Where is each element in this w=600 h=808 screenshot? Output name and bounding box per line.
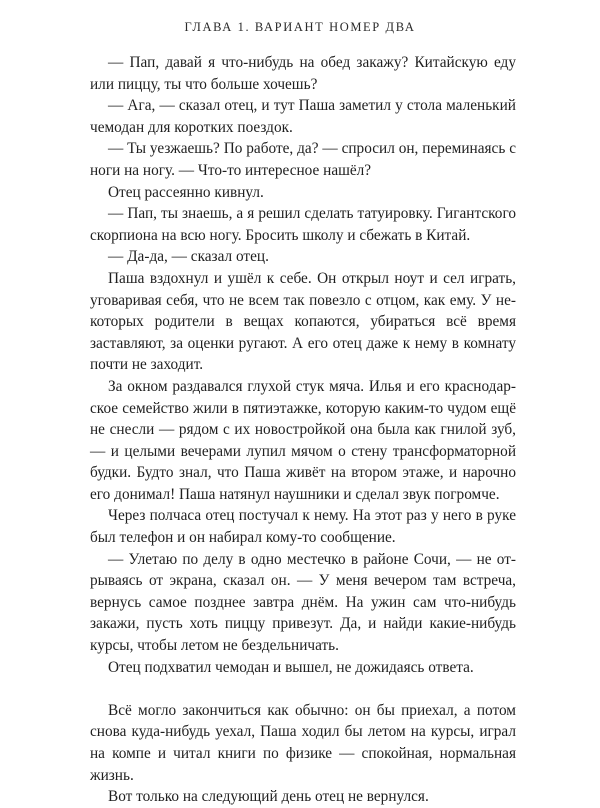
paragraph: — Ты уезжаешь? По работе, да? — спросил он, переминаясь с ноги на ногу. — Что-то интересное нашёл? — [90, 140, 516, 179]
running-head: ГЛАВА 1. ВАРИАНТ НОМЕР ДВА — [184, 20, 416, 34]
paragraph: Отец подхватил чемодан и вышел, не дожидаясь ответа. — [108, 658, 474, 676]
paragraph: Паша вздохнул и ушёл к себе. Он открыл ноут и сел играть, уговаривая себя, что не всем так повезло с отцом, как ему. У некоторых родители в вещах копаются, убираться всё время заставляют, за оценки ругают. А его отец даже к нему в комнату почти не заходит. — [90, 269, 516, 374]
paragraph: Вот только на следующий день отец не вернулся. — [108, 788, 429, 806]
paragraph: — Пап, ты знаешь, а я решил сделать татуировку. Гигантского скорпиона на всю ногу. Бросить школу и сбежать в Китай. — [90, 205, 516, 244]
paragraph: За окном раздавался глухой стук мяча. Илья и его краснодарское семейство жили в пятиэтажке, которую каким-то чудом ещё не снесли — рядом с их новостройкой она была как гнилой зуб, — и целыми вечерами лупил мячом о стену трансформаторной будки. Будто знал, что Паша живёт на втором этаже, и нарочно его донимал! Паша натянул наушники и сделал звук погромче. — [90, 377, 516, 503]
paragraph: — Да-да, — сказал отец. — [108, 248, 269, 266]
paragraph: — Пап, давай я что-нибудь на обед закажу? Китайскую еду или пиццу, ты что больше хочешь? — [90, 54, 516, 93]
body-text — [90, 52, 516, 808]
paragraph: Отец рассеянно кивнул. — [108, 183, 264, 201]
paragraph: Всё могло закончиться как обычно: он бы приехал, а потом снова куда-нибудь уехал, Паша ходил бы летом на курсы, играл на компе и читал книги по физике — спокойная, нормальная жизнь. — [90, 701, 516, 784]
paragraph: Через полчаса отец постучал к нему. На этот раз у него в руке был телефон и он набирал кому-то сообщение. — [90, 507, 516, 547]
paragraph: — Ага, — сказал отец, и тут Паша заметил у стола маленький чемодан для коротких поездок. — [90, 97, 516, 136]
paragraph: — Улетаю по делу в одно местечко в районе Сочи, — не отрываясь от экрана, сказал он. — У меня вечером там встреча, вернусь самое позднее завтра днём. На ужин сам что-нибудь закажи, пусть хоть пиццу привезут. Да, и найди какие-нибудь курсы, чтобы летом не бездельничать. — [90, 550, 516, 655]
